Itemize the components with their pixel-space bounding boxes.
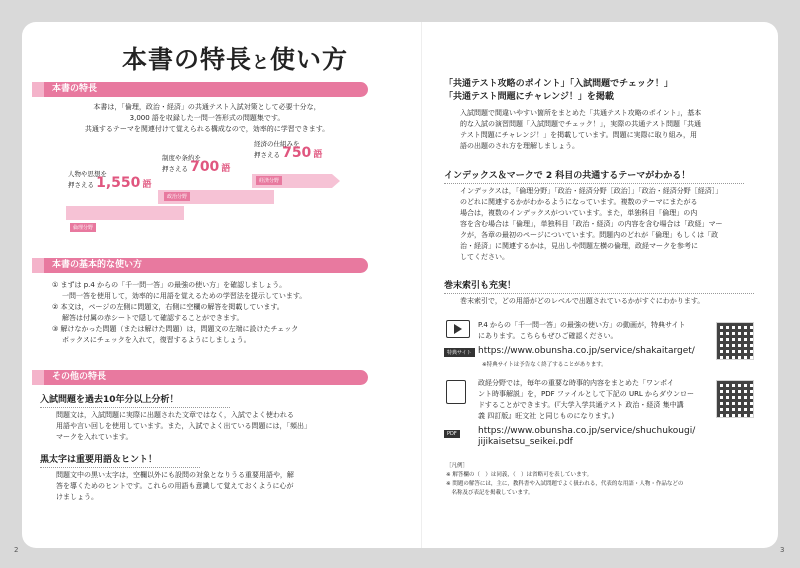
heading-points: 「共通テスト攻略のポイント」「入試問題でチェック！」 「共通テスト問題にチャレンジ！」を掲載 bbox=[444, 79, 673, 102]
qr-code-icon[interactable] bbox=[716, 380, 754, 418]
tag-special-site: 特典サイト bbox=[444, 348, 475, 357]
points-text: 入試問題で間違いやすい箇所をまとめた「共通テスト攻略のポイント」，基本 的な入試の演習問題「入試問題でチェック！」，実際の共通テスト問題「共通 テスト問題にチャレンジ！」を掲載しています。問題に実際に取り組み，用 語の出題のされ方を理解しましょう。 bbox=[460, 109, 702, 150]
page-number-left: 2 bbox=[14, 546, 19, 554]
document-icon bbox=[446, 380, 466, 404]
stair-1 bbox=[66, 206, 184, 220]
page-number-right: 3 bbox=[780, 546, 785, 554]
arrow-icon bbox=[332, 174, 340, 188]
pdf-text: 政経分野では，毎年の重要な時事的内容をまとめた「ワンポイ ント時事解説」を，PDF ファイルとして下記の URL からダウンロー ドすることができます。(『大学入学共通テスト 政治・経済 集中講 義 四訂版』旺文社 と同じものになります。) bbox=[478, 379, 695, 420]
features-text: 本書は，「倫理，政治・経済」の共通テスト入試対策として必要十分な， 3,000 語を収録した一問一答形式の問題集です。 共通するテーマを関連付けて覚えられる構成なので，効率的に学習できます。 bbox=[84, 103, 330, 133]
heading-bold-terms: 黒太字は重要用語＆ヒント！ bbox=[40, 452, 200, 468]
tag-pdf: PDF bbox=[444, 430, 460, 438]
staircase-graphic bbox=[66, 140, 366, 246]
tag-politics: 政治分野 bbox=[164, 192, 190, 201]
book-spread bbox=[22, 22, 778, 548]
qr-code-icon[interactable] bbox=[716, 322, 754, 360]
section-band-usage: 本書の基本的な使い方 bbox=[32, 258, 368, 273]
heading-index-back: 巻末索引も充実！ bbox=[444, 278, 754, 294]
video-text: P.4 からの「千一問一答」の最強の使い方」の動画が，特典サイト にあります。こちらもぜひご確認ください。 bbox=[478, 321, 686, 340]
url-note: ※特典サイトは予告なく終了することがあります。 bbox=[482, 362, 607, 368]
stair-2-label: 制度や条約を 押さえる 700 語 bbox=[162, 154, 231, 175]
bold-terms-text: 問題文中の黒い太字は，空欄以外にも設問の対象となりうる重要用語や，解 答を導くためのヒントです。これらの用語も意識して覚えておくように心が けましょう。 bbox=[56, 471, 294, 501]
heading-index: インデックス＆マークで 2 科目の共通するテーマがわかる！ bbox=[444, 168, 744, 184]
index-back-text: 巻末索引で，どの用語がどのレベルで出題されているかがすぐにわかります。 bbox=[460, 297, 705, 305]
legend-notes: ［凡例］ ※ 解答欄の（ ）は同義，（ ）は省略可を表しています。 ※ 問題の解答には，主に，教科書や入試問題でよく扱われる，代表的な用語・人物・作品などの 名称及び表記を掲載しています。 bbox=[446, 463, 684, 496]
url-special-site[interactable]: https://www.obunsha.co.jp/service/shakaitarget/ bbox=[478, 346, 695, 356]
tag-economics: 経済分野 bbox=[256, 176, 282, 185]
tag-ethics: 倫理分野 bbox=[70, 223, 96, 232]
past-exams-text: 問題文は，入試問題に実際に出題された文章ではなく，入試でよく使われる 用語や言い回しを使用しています。また，入試でよく出ている問題には，「頻出」 マークを入れています。 bbox=[56, 411, 311, 441]
stair-1-label: 人物や思想を 押さえる 1,550 語 bbox=[68, 170, 152, 191]
url-pdf[interactable]: https://www.obunsha.co.jp/service/shuchukougi/ jijikaisetsu_seikei.pdf bbox=[478, 426, 696, 447]
usage-list: ① まずは p.4 からの「千一問一答」の最強の使い方」を確認しましょう。 一問一答を使用して，効率的に用語を覚えるための学習法を提示しています。 ② 本文は，ページの左側に問題文，右側に空欄の解答を掲載しています。 解答は付属の赤シートで隠して確認することができます。 ③ 解けなかった問題（または解けた問題）は，問題文の左端に設けたチェック ボックスにチェックを入れて，復習するようにしましょう。 bbox=[52, 281, 307, 344]
index-text: インデックスは，「倫理分野」「政治・経済分野［政治］」「政治・経済分野［経済］」 のどれに関連するかがわかるようになっています。複数のテーマにまたがる 場合は，複数のインデックスがついています。また，単独科目「倫理」の内 容を含む場合は「倫理」，単独科目「政治・経済」の内容を含む場合は「政経」マー クが，各章の最初のページについています。問題内のどれが「倫理」もしくは「政 治・経済」に関連するかは，見出しや問題左横の倫理，政経マークを参考に してください。 bbox=[460, 187, 723, 261]
heading-past-exams: 入試問題を過去10年分以上分析！ bbox=[40, 392, 230, 408]
section-band-other: その他の特長 bbox=[32, 370, 368, 385]
section-band-features: 本書の特長 bbox=[32, 82, 368, 97]
page-title: 本書の特長と使い方 bbox=[122, 45, 349, 74]
video-play-icon bbox=[446, 320, 470, 338]
spine bbox=[421, 22, 422, 548]
stair-3-label: 経済の仕組みを 押さえる 750 語 bbox=[254, 140, 323, 161]
